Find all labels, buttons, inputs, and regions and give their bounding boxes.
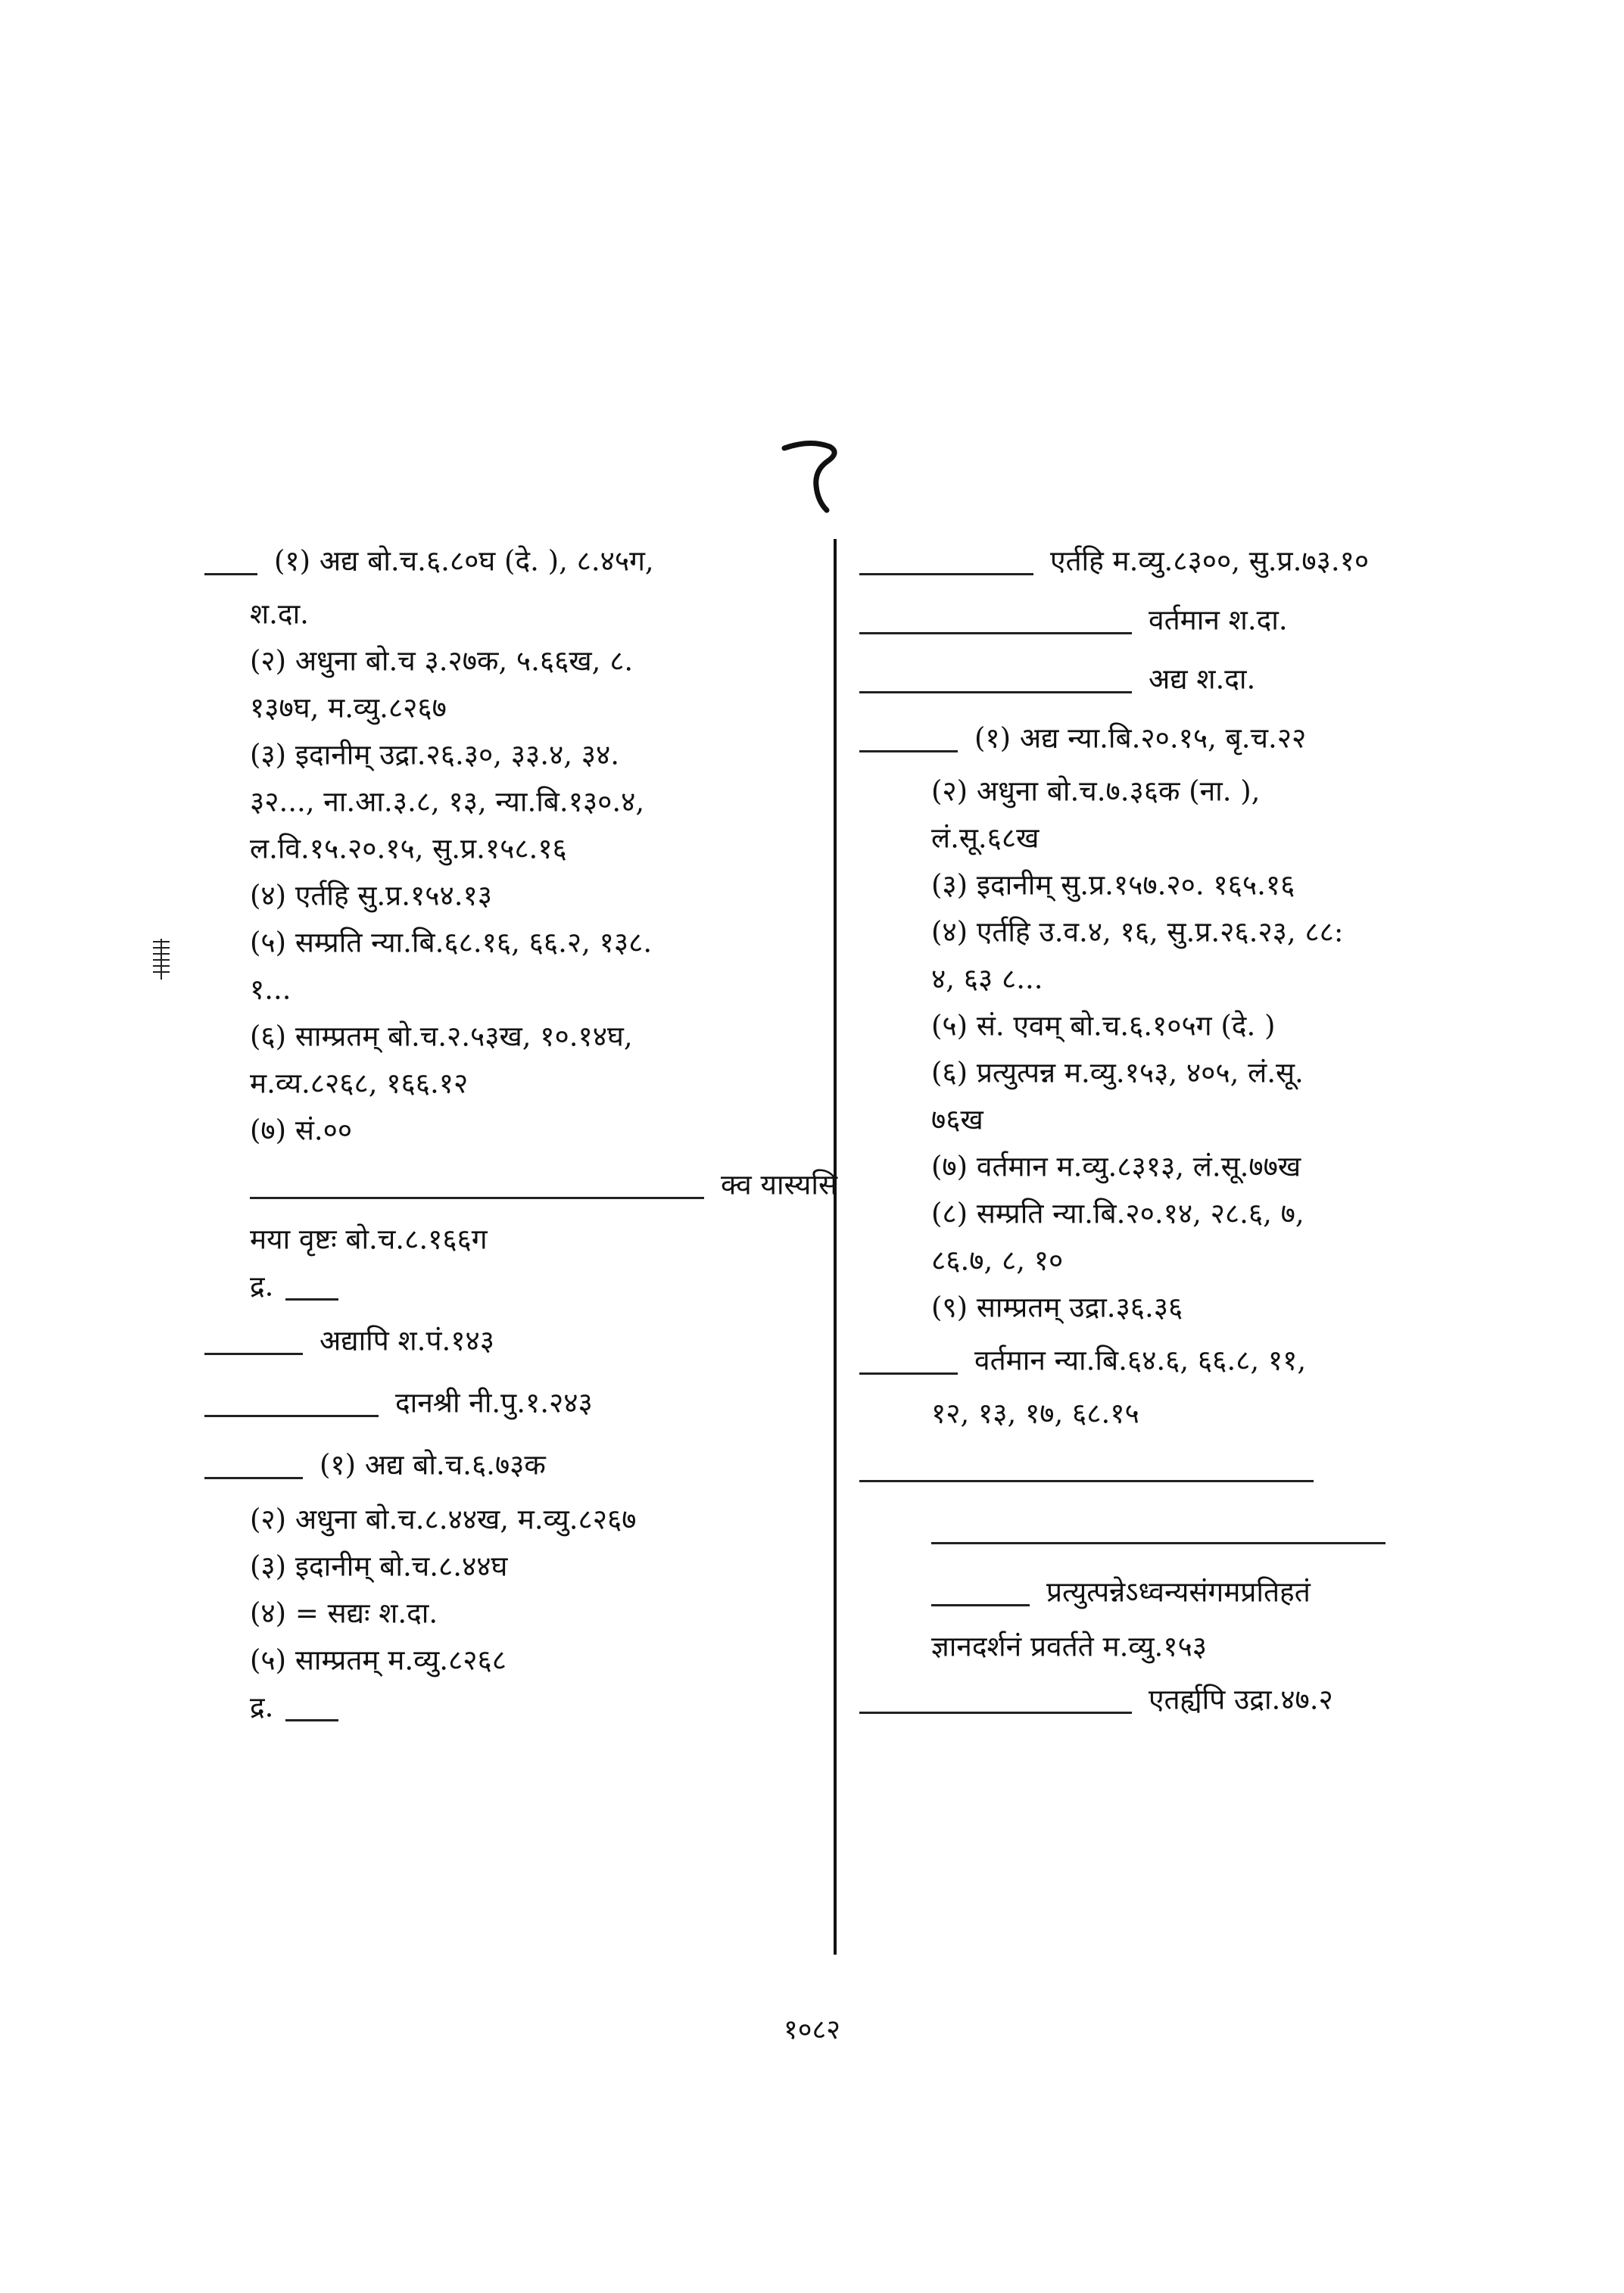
entry-text: (२) अधुना बो.च.८.४४ख, म.व्यु.८२६७	[250, 1503, 637, 1536]
entry-text: अद्य श.दा.	[1149, 662, 1256, 696]
entry-line	[859, 1001, 1510, 1048]
left-column	[204, 530, 837, 1729]
tibetan-headword	[204, 1451, 303, 1479]
tibetan-headword	[204, 1389, 379, 1417]
entry-line	[204, 636, 818, 683]
entry-line	[859, 954, 1510, 1001]
entry-text: ३२..., ना.आ.३.८, १३, न्या.बि.१३०.४,	[250, 785, 645, 818]
entry-line	[859, 1668, 1510, 1728]
entry-line	[859, 1095, 1510, 1142]
entry-line	[859, 530, 1510, 589]
entry-text: (३) इदानीम् उद्रा.२६.३०, ३३.४, ३४.	[250, 738, 620, 771]
tibetan-headword	[250, 1171, 704, 1199]
tibetan-headword	[204, 1327, 303, 1355]
entry-text: (६) प्रत्युत्पन्न म.व्यु.१५३, ४०५, लं.सू.	[931, 1056, 1304, 1089]
entry-line	[204, 1308, 818, 1370]
entry-text: (७) वर्तमान म.व्यु.८३१३, लं.सू.७७ख	[931, 1150, 1301, 1183]
entry-line	[859, 766, 1510, 813]
entry-line	[204, 1261, 818, 1308]
entry-line	[859, 813, 1510, 860]
entry-line	[204, 1635, 818, 1682]
entry-line	[859, 1329, 1510, 1388]
column-divider	[834, 539, 837, 1955]
entry-text: (७) सं.००	[250, 1114, 353, 1147]
entry-line	[859, 1282, 1510, 1329]
page-number: १०८२	[784, 2014, 840, 2045]
entry-line	[859, 1189, 1510, 1235]
entry-line	[204, 918, 818, 964]
entry-text: (५) सं. एवम् बो.च.६.१०५ग (दे. )	[931, 1009, 1276, 1042]
entry-line	[204, 530, 818, 589]
entry-line	[204, 1105, 818, 1152]
tibetan-headword	[859, 547, 1033, 575]
entry-line	[204, 871, 818, 918]
entry-text: अद्यापि श.पं.१४३	[320, 1324, 494, 1357]
entry-line	[204, 1494, 818, 1541]
entry-line	[859, 860, 1510, 907]
tibetan-headword	[931, 1578, 1030, 1606]
entry-text: (४) एर्तहि सु.प्र.१५४.१३	[250, 879, 492, 912]
entry-line	[859, 1622, 1510, 1668]
entry-line	[204, 1682, 818, 1729]
entry-text: (१) अद्य बो.च.६.८०घ (दे. ), ८.४५ग,	[274, 544, 654, 578]
margin-glyph	[150, 937, 173, 983]
entry-line	[204, 589, 818, 636]
entry-text: (६) साम्प्रतम् बो.च.२.५३ख, १०.१४घ,	[250, 1020, 633, 1053]
tibetan-headword	[204, 547, 257, 575]
entry-text: (२) अधुना बो.च.७.३६क (ना. ),	[931, 774, 1261, 808]
entry-text: द्र.	[250, 1690, 274, 1724]
entry-text: मया वृष्टः बो.च.८.१६६ग	[250, 1223, 488, 1256]
entry-text: वर्तमान न्या.बि.६४.६, ६६.८, ११,	[974, 1344, 1307, 1377]
entry-line	[859, 589, 1510, 648]
entry-line	[204, 683, 818, 730]
entry-text: ल.वि.१५.२०.१५, सु.प्र.१५८.१६	[250, 832, 567, 865]
entry-text: १३७घ, म.व्यु.८२६७	[250, 691, 447, 724]
entry-text: (५) साम्प्रतम् म.व्यु.८२६८	[250, 1643, 507, 1677]
entry-line	[204, 1152, 837, 1214]
entry-line	[859, 1435, 1510, 1497]
entry-line	[859, 1142, 1510, 1189]
entry-text: म.व्य.८२६८, १६६.१२	[250, 1067, 469, 1100]
entry-line	[859, 1497, 1510, 1559]
entry-line	[859, 1388, 1510, 1435]
entry-text: १...	[250, 973, 291, 1006]
entry-text: (३) इदानीम् सु.प्र.१५७.२०. १६५.१६	[931, 868, 1295, 902]
tibetan-cross-reference	[285, 1693, 338, 1721]
entry-text: (१) अद्य न्या.बि.२०.१५, बृ.च.२२	[974, 721, 1307, 755]
entry-text: (३) इदानीम् बो.च.८.४४घ	[250, 1550, 508, 1583]
entry-text: श.दा.	[250, 597, 309, 631]
entry-text: दानश्री नी.पु.१.२४३	[395, 1386, 593, 1419]
entry-text: (८) सम्प्रति न्या.बि.२०.१४, २८.६, ७,	[931, 1197, 1304, 1230]
entry-text: प्रत्युत्पन्नेऽध्वन्यसंगमप्रतिहतं	[1046, 1575, 1311, 1609]
entry-text: लं.सू.६८ख	[931, 821, 1040, 855]
entry-text: ज्ञानदर्शनं प्रवर्तते म.व्यु.१५३	[931, 1630, 1207, 1663]
entry-line	[204, 824, 818, 871]
entry-line	[859, 907, 1510, 954]
entry-text: ४, ६३ ८...	[931, 962, 1043, 995]
entry-line	[859, 648, 1510, 707]
entry-text: ८६.७, ८, १०	[931, 1244, 1064, 1277]
tibetan-cross-reference	[285, 1273, 338, 1301]
tibetan-headword	[859, 1454, 1314, 1482]
entry-text: (५) सम्प्रति न्या.बि.६८.१६, ६६.२, १३८.	[250, 926, 653, 959]
entry-text: ७६ख	[931, 1103, 983, 1136]
entry-text: एर्तहि म.व्यु.८३००, सु.प्र.७३.१०	[1050, 544, 1370, 578]
entry-line	[204, 1011, 818, 1058]
entry-line	[859, 707, 1510, 766]
tibetan-headword	[859, 1347, 958, 1375]
entry-text: १२, १३, १७, ६८.१५	[931, 1397, 1139, 1430]
entry-line	[204, 1058, 818, 1105]
tibetan-headword	[931, 1516, 1386, 1544]
entry-text: एतर्ह्यपि उद्रा.४७.२	[1149, 1683, 1333, 1716]
entry-line	[204, 964, 818, 1011]
entry-text: (९) साम्प्रतम् उद्रा.३६.३६	[931, 1291, 1183, 1324]
tibetan-headword	[859, 665, 1132, 693]
entry-text: (४) = सद्यः श.दा.	[250, 1597, 438, 1630]
entry-text: क्व यास्यसि	[721, 1168, 837, 1201]
entry-text: (२) अधुना बो.च ३.२७क, ५.६६ख, ८.	[250, 644, 634, 678]
entry-line	[204, 777, 818, 824]
entry-line	[204, 730, 818, 777]
tibetan-headword	[859, 1686, 1132, 1714]
entry-text: द्र.	[250, 1270, 274, 1303]
entry-line	[859, 1048, 1510, 1095]
entry-text: वर्तमान श.दा.	[1149, 603, 1288, 637]
right-column	[859, 530, 1510, 1728]
entry-line	[859, 1235, 1510, 1282]
entry-line	[204, 1541, 818, 1588]
tibetan-headword	[859, 606, 1132, 634]
tibetan-letter-heading	[780, 431, 848, 515]
entry-line	[204, 1432, 818, 1494]
tibetan-headword	[859, 724, 958, 752]
entry-text: (१) अद्य बो.च.६.७३क	[320, 1448, 546, 1481]
entry-line	[204, 1588, 818, 1635]
entry-line	[204, 1214, 818, 1261]
entry-line	[204, 1370, 818, 1432]
entry-text: (४) एर्तहि उ.व.४, १६, सु.प्र.२६.२३, ८८:	[931, 915, 1344, 949]
entry-line	[859, 1559, 1510, 1622]
